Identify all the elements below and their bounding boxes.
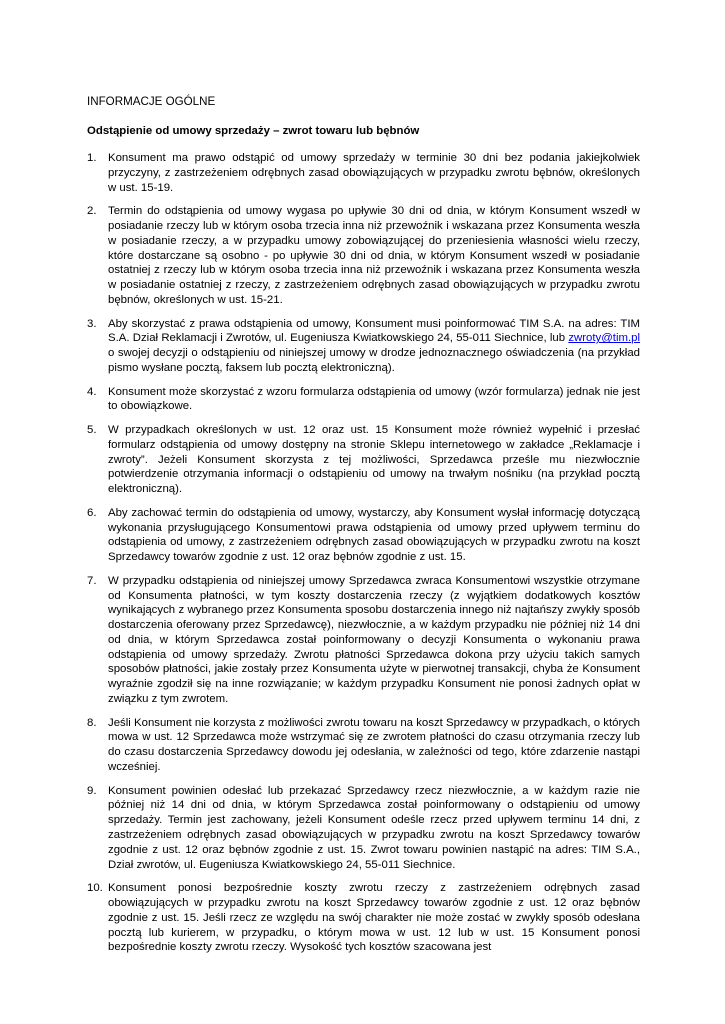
list-item <box>87 385 640 415</box>
list-item-text: Konsument może skorzystać z wzoru formularza odstąpienia od umowy (wzór formularza) jednak nie jest to obowiązkowe. <box>108 385 640 413</box>
terms-list <box>87 151 640 964</box>
section-heading: INFORMACJE OGÓLNE <box>87 95 216 108</box>
list-item-number: 4. <box>87 385 97 398</box>
list-item <box>87 423 640 497</box>
list-item-text-after: o swojej decyzji o odstąpieniu od niniejszej umowy w drodze jednoznacznego oświadczenia (na przykład pismo wysłane pocztą, faksem lub pocztą elektroniczną). <box>108 347 640 374</box>
list-item-text: W przypadku odstąpienia od niniejszej umowy Sprzedawca zwraca Konsumentowi wszystkie otrzymane od Konsumenta płatności, w tym koszty dostarczenia rzeczy (z wyjątkiem dodatkowych kosztów wynikających z wybranego przez Konsumenta sposobu dostarczenia innego niż najtańszy zwykły sposób dostarczenia oferowany przez Sprzedawcę), niezwłocznie, a w każdym przypadku nie później niż 14 dni od dnia, w którym Sprzedawca został poinformowany o decyzji Konsumenta o wykonaniu prawa odstąpienia od umowy sprzedaży. Zwrotu płatności Sprzedawca dokona przy użyciu takich samych sposobów płatności, jakie zostały przez Konsumenta użyte w pierwotnej transakcji, chyba że Konsument wyraźnie zgodził się na inne rozwiązanie; w każdym przypadku Konsument nie ponosi żadnych opłat w związku z tym zwrotem. <box>108 574 640 706</box>
list-item <box>87 574 640 707</box>
list-item-number: 3. <box>87 317 97 330</box>
list-item <box>87 716 640 775</box>
list-item-number: 2. <box>87 205 97 218</box>
list-item-number: 9. <box>87 784 97 797</box>
list-item-number: 10. <box>87 882 103 895</box>
list-item-text: Jeśli Konsument nie korzysta z możliwości zwrotu towaru na koszt Sprzedawcy w przypadkach, o których mowa w ust. 12 Sprzedawca może wstrzymać się ze zwrotem płatności do czasu otrzymania rzeczy lub do czasu dostarczenia Sprzedawcy dowodu jej odesłania, w zależności od tego, które zdarzenie nastąpi wcześniej. <box>108 716 640 774</box>
list-item <box>87 506 640 565</box>
list-item-number: 6. <box>87 506 97 519</box>
list-item <box>87 784 640 873</box>
list-item-number: 8. <box>87 716 97 729</box>
section-subheading: Odstąpienie od umowy sprzedaży – zwrot towaru lub bębnów <box>87 125 420 137</box>
list-item-text: Konsument ma prawo odstąpić od umowy sprzedaży w terminie 30 dni bez podania jakiejkolwiek przyczyny, z zastrzeżeniem odrębnych zasad obowiązujących w przypadku zwrotu bębnów, określonych w ust. 15-19. <box>108 152 640 194</box>
list-item-text: Konsument ponosi bezpośrednie koszty zwrotu rzeczy z zastrzeżeniem odrębnych zasad obowiązujących w przypadku zwrotu na koszt Sprzedawcy towarów zgodnie z ust. 12 oraz bębnów zgodnie z ust. 15. Jeśli rzecz ze względu na swój charakter nie może zostać w zwykły sposób odesłana pocztą lub kurierem, w przypadku, o którym mowa w ust. 12 lub w ust. 15 Konsument ponosi bezpośrednie koszty zwrotu rzeczy. Wysokość tych kosztów szacowana jest <box>108 882 640 954</box>
list-item-text <box>108 317 640 376</box>
list-item-number: 1. <box>87 152 97 164</box>
list-item <box>87 151 640 195</box>
list-item-text: Aby zachować termin do odstąpienia od umowy, wystarczy, aby Konsument wysłał informację dotyczącą wykonania przysługującego Konsumentowi prawa odstąpienia od umowy przed upływem terminu do odstąpienia od umowy, z zastrzeżeniem odrębnych zasad obowiązujących w przypadku zwrotu na koszt Sprzedawcy towarów zgodnie z ust. 12 oraz bębnów zgodnie z ust. 15. <box>108 506 640 564</box>
list-item-text-before: Aby skorzystać z prawa odstąpienia od umowy, Konsument musi poinformować TIM S.A. na adres: TIM S.A. Dział Reklamacji i Zwrotów, ul. Eugeniusza Kwiatkowskiego 24, 55-011 Siechnice, lub <box>108 317 640 345</box>
list-item-number: 7. <box>87 574 97 587</box>
list-item <box>87 204 640 308</box>
list-item <box>87 317 640 376</box>
list-item-text: W przypadkach określonych w ust. 12 oraz ust. 15 Konsument może również wypełnić i przesłać formularz odstąpienia od umowy dostępny na stronie Sklepu internetowego w zakładce „Reklamacje i zwroty”. Jeżeli Konsument skorzysta z tej możliwości, Sprzedawca prześle mu niezwłocznie potwierdzenie otrzymania informacji o odstąpieniu od umowy na trwałym nośniku (na przykład pocztą elektroniczną). <box>108 423 640 496</box>
list-item-text: Konsument powinien odesłać lub przekazać Sprzedawcy rzecz niezwłocznie, a w każdym razie nie później niż 14 dni od dnia, w którym Sprzedawca został poinformowany o odstąpieniu od umowy sprzedaży. Termin jest zachowany, jeżeli Konsument odeśle rzecz przed upływem terminu 14 dni, z zastrzeżeniem odrębnych zasad obowiązujących w przypadku zwrotu na koszt Sprzedawcy towarów zgodnie z ust. 12 oraz bębnów zgodnie z ust. 15. Zwrot towaru powinien nastąpić na adres: TIM S.A., Dział zwrotów, ul. Eugeniusza Kwiatkowskiego 24, 55-011 Siechnice. <box>108 784 640 871</box>
list-item <box>87 881 640 955</box>
list-item-text: Termin do odstąpienia od umowy wygasa po upływie 30 dni od dnia, w którym Konsument wszedł w posiadanie rzeczy lub w którym osoba trzecia inna niż przewoźnik i wskazana przez Konsumenta weszła w posiadanie rzeczy, a w przypadku umowy zobowiązującej do przeniesienia własności wielu rzeczy, które dostarczane są osobno - po upływie 30 dni od dnia, w którym Konsument wszedł w posiadanie ostatniej z rzeczy lub w którym osoba trzecia inna niż przewoźnik i wskazana przez Konsumenta weszła w posiadanie ostatniej z rzeczy, z zastrzeżeniem odrębnych zasad obowiązujących w przypadku zwrotu bębnów, określonych w ust. 15-21. <box>108 205 640 306</box>
email-link[interactable]: zwroty@tim.pl <box>568 332 640 345</box>
list-item-number: 5. <box>87 423 97 436</box>
